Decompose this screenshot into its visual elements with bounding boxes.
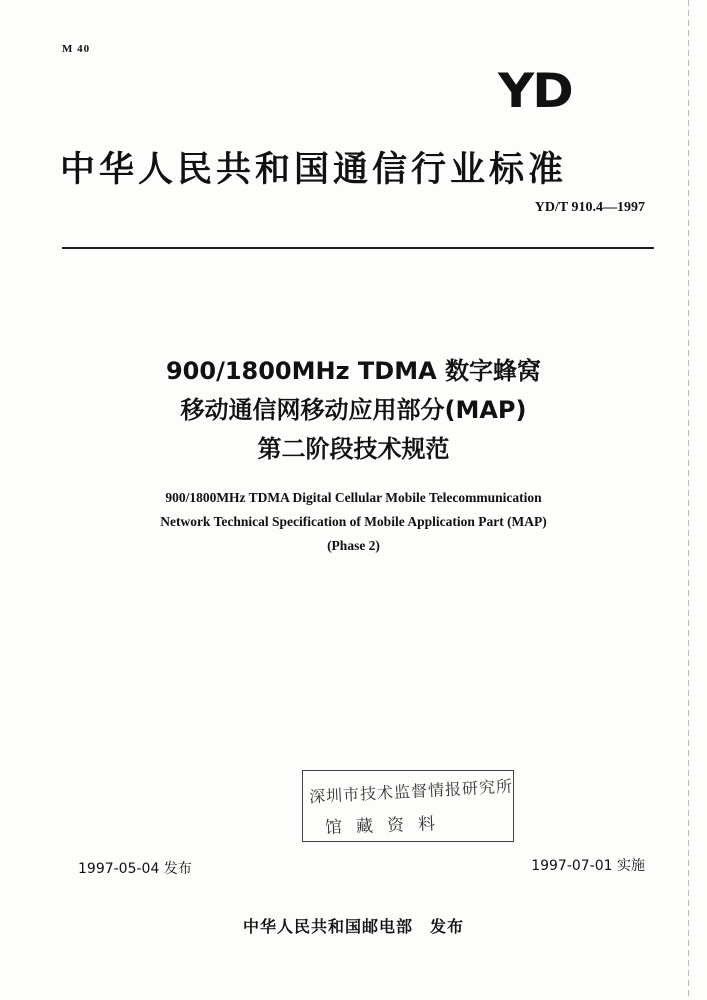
implementation-date: 1997-07-01 实施 — [531, 858, 645, 874]
chinese-title-line-3: 第二阶段技术规范 — [257, 435, 450, 463]
english-title-line-3: (Phase 2) — [327, 538, 380, 553]
english-title-line-2: Network Technical Specification of Mobile Application Part (MAP) — [160, 514, 547, 529]
publisher: 中华人民共和国邮电部 发布 — [242, 917, 464, 936]
standard-code: YD/T 910.4—1997 — [534, 200, 645, 215]
stamp-line-2: 馆藏资料 — [324, 813, 450, 839]
chinese-title-line-2: 移动通信网移动应用部分(MAP) — [180, 396, 527, 424]
stamp-line-1: 深圳市技术监督情报研究所 — [308, 776, 514, 807]
english-title-line-1: 900/1800MHz TDMA Digital Cellular Mobile Telecommunication — [165, 490, 542, 505]
standard-category-title: 中华人民共和国通信行业标准 — [60, 150, 568, 190]
chinese-title — [0, 352, 707, 469]
issue-date: 1997-05-04 发布 — [78, 861, 192, 877]
english-title — [0, 486, 707, 558]
yd-logo: YD — [498, 63, 572, 119]
classification-code: M 40 — [62, 43, 91, 55]
chinese-title-line-1: 900/1800MHz TDMA 数字蜂窝 — [165, 357, 542, 385]
library-stamp — [302, 770, 514, 842]
header-divider — [62, 247, 654, 249]
